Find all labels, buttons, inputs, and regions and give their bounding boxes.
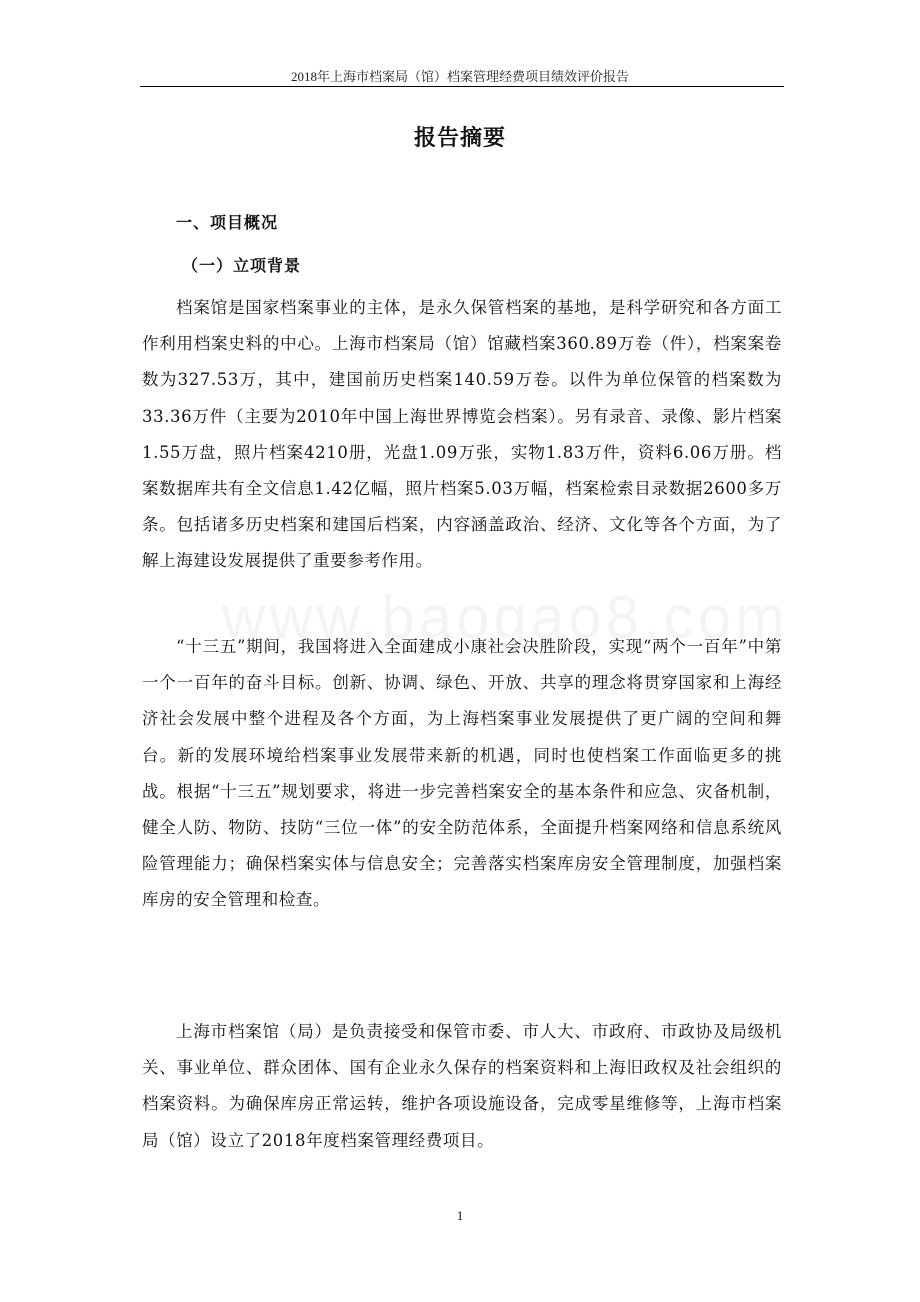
section-heading: 一、项目概况: [176, 213, 279, 232]
header-divider: [140, 86, 784, 87]
body-paragraph-1: 档案馆是国家档案事业的主体，是永久保管档案的基地，是科学研究和各方面工作利用档案史料的中心。上海市档案局（馆）馆藏档案360.89万卷（件），档案案卷数为327.53万，其中，建国前历史档案140.59万卷。以件为单位保管的档案数为33.36万件（主要为2010年中国上海世界博览会档案）。另有录音、录像、影片档案1.55万盘，照片档案4210册，光盘1.09万张，实物1.83万件，资料6.06万册。档案数据库共有全文信息1.42亿幅，照片档案5.03万幅，档案检索目录数据2600多万条。包括诸多历史档案和建国后档案，内容涵盖政治、经济、文化等各个方面，为了解上海建设发展提供了重要参考作用。: [142, 298, 782, 571]
page-number: 1: [456, 1208, 464, 1223]
subsection-heading: （一）立项背景: [182, 256, 302, 275]
body-paragraph-3: 上海市档案馆（局）是负责接受和保管市委、市人大、市政府、市政协及局级机关、事业单位、群众团体、国有企业永久保存的档案资料和上海旧政权及社会组织的档案资料。为确保库房正常运转，维护各项设施设备，完成零星维修等，上海市档案局（馆）设立了2018年度档案管理经费项目。: [142, 1022, 782, 1150]
running-header: 2018年上海市档案局（馆）档案管理经费项目绩效评价报告: [290, 69, 629, 84]
body-paragraph-2: “十三五”期间，我国将进入全面建成小康社会决胜阶段，实现“两个一百年”中第一个一百年的奋斗目标。创新、协调、绿色、开放、共享的理念将贯穿国家和上海经济社会发展中整个进程及各个方面，为上海档案事业发展提供了更广阔的空间和舞台。新的发展环境给档案事业发展带来新的机遇，同时也使档案工作面临更多的挑战。根据“十三五”规划要求，将进一步完善档案安全的基本条件和应急、灾备机制，健全人防、物防、技防“三位一体”的安全防范体系，全面提升档案网络和信息系统风险管理能力；确保档案实体与信息安全；完善落实档案库房安全管理制度，加强档案库房的安全管理和检查。: [142, 637, 782, 910]
document-title: 报告摘要: [413, 125, 506, 151]
